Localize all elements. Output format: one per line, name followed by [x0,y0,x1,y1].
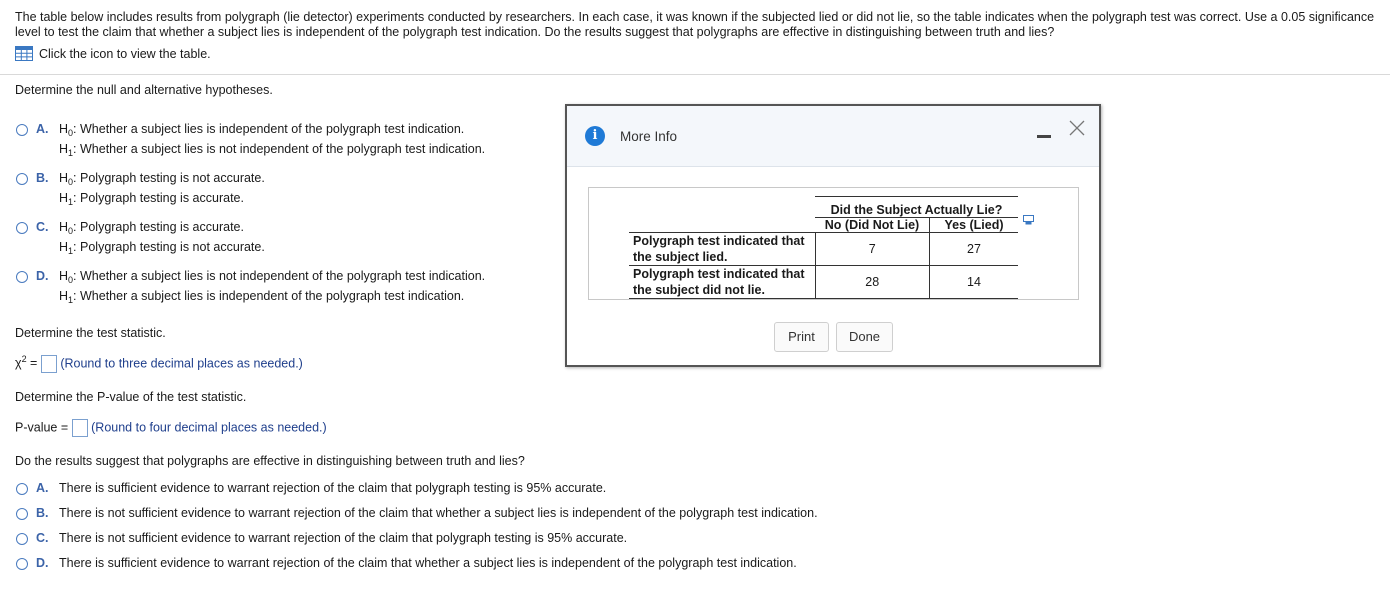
option-text: There is not sufficient evidence to warrant rejection of the claim that whether a subject lies is independent of the polygraph test indication. [59,506,818,520]
alternative-hypothesis: $H_1$: Polygraph testing is not accurate. [59,240,265,256]
alternative-hypothesis: $H_1$: Polygraph testing is accurate. [59,191,244,207]
table-row [629,233,1018,266]
minimize-icon[interactable] [1037,135,1051,138]
radio-button[interactable] [16,508,28,520]
null-hypothesis: $H_0$: Whether a subject lies is not independent of the polygraph test indication. [59,269,486,285]
divider [0,74,1390,75]
option-letter: D. [36,556,49,570]
close-icon[interactable] [1067,118,1087,138]
radio-button[interactable] [16,124,28,136]
chi-symbol: $\chi^2$ = [15,354,38,371]
dialog-header[interactable] [567,106,1099,167]
null-hypothesis: $H_0$: Polygraph testing is accurate. [59,220,244,236]
test-statistic-prompt: Determine the test statistic. [15,326,166,340]
radio-button[interactable] [16,533,28,545]
null-hypothesis: $H_0$: Polygraph testing is not accurate. [59,171,265,187]
table-row [629,266,1018,299]
table-icon[interactable] [15,46,33,61]
option-text: There is sufficient evidence to warrant rejection of the claim that polygraph testing is 95% accurate. [59,481,607,495]
more-info-dialog [565,104,1101,367]
cell-yes: 14 [930,266,1019,299]
cell-no: 7 [815,233,930,266]
chi-square-input[interactable] [41,355,57,373]
p-value-row [15,419,327,437]
option-letter: C. [36,220,49,234]
rounding-hint: (Round to three decimal places as needed.) [60,356,303,371]
option-text: There is not sufficient evidence to warrant rejection of the claim that polygraph testing is 95% accurate. [59,531,628,545]
hypotheses-prompt: Determine the null and alternative hypotheses. [15,83,273,97]
radio-button[interactable] [16,558,28,570]
cell-yes: 27 [930,233,1019,266]
view-table-text[interactable]: Click the icon to view the table. [39,46,211,61]
option-letter: C. [36,531,49,545]
option-letter: D. [36,269,49,283]
polygraph-table [629,196,1018,299]
data-table-frame [588,187,1079,300]
p-value-input[interactable] [72,419,88,437]
option-letter: B. [36,171,49,185]
p-value-label: P-value = [15,420,69,435]
view-table-link[interactable] [15,46,211,61]
conclusion-prompt: Do the results suggest that polygraphs are effective in distinguishing between truth and lies? [15,454,525,468]
row-label: Polygraph test indicated that the subject did not lie. [629,266,815,299]
null-hypothesis: $H_0$: Whether a subject lies is independent of the polygraph test indication. [59,122,465,138]
table-header-top: Did the Subject Actually Lie? [815,197,1018,218]
p-value-prompt: Determine the P-value of the test statistic. [15,390,247,404]
print-button[interactable]: Print [774,322,829,352]
dialog-title: More Info [620,129,678,144]
alternative-hypothesis: $H_1$: Whether a subject lies is independent of the polygraph test indication. [59,289,465,305]
radio-button[interactable] [16,222,28,234]
radio-button[interactable] [16,271,28,283]
option-text: There is sufficient evidence to warrant rejection of the claim that whether a subject lies is independent of the polygraph test indication. [59,556,797,570]
info-icon: i [585,126,605,146]
row-label: Polygraph test indicated that the subject lied. [629,233,815,266]
problem-statement: The table below includes results from polygraph (lie detector) experiments conducted by researchers. In each case, it was known if the subjected lied or did not lie, so the table indicates when the polygraph test was correct. Use a 0.05 significance level to test the claim that whether a subject lies is independent of the polygraph test indication. Do the results suggest that polygraphs are effective in distinguishing between truth and lies? [15,10,1375,39]
copy-table-icon[interactable] [1023,215,1035,225]
option-letter: A. [36,481,49,495]
rounding-hint: (Round to four decimal places as needed.) [91,420,327,435]
done-button[interactable]: Done [836,322,893,352]
column-header-no: No (Did Not Lie) [815,218,930,233]
cell-no: 28 [815,266,930,299]
option-letter: B. [36,506,49,520]
option-letter: A. [36,122,49,136]
chi-square-row [15,355,303,373]
alternative-hypothesis: $H_1$: Whether a subject lies is not independent of the polygraph test indication. [59,142,486,158]
radio-button[interactable] [16,173,28,185]
radio-button[interactable] [16,483,28,495]
column-header-yes: Yes (Lied) [930,218,1019,233]
